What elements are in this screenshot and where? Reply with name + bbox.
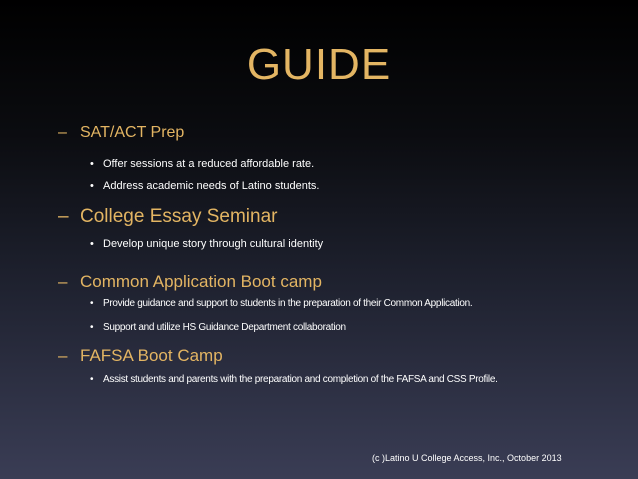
section-heading-label: SAT/ACT Prep: [80, 124, 185, 141]
bullet-item: [90, 374, 498, 385]
bullet-item: [90, 298, 472, 309]
bullet-item: [90, 238, 323, 250]
bullet-marker: •: [90, 322, 94, 333]
bullet-marker: •: [90, 238, 94, 250]
bullet-marker: •: [90, 298, 94, 309]
section-heading-sat-act: [58, 124, 184, 142]
dash-marker: –: [58, 124, 67, 141]
bullet-text: Offer sessions at a reduced affordable rate.: [103, 158, 315, 170]
footer-copyright: (c )Latino U College Access, Inc., October 2013: [372, 453, 562, 463]
bullet-text: Address academic needs of Latino students.: [103, 180, 320, 192]
bullet-marker: •: [90, 158, 94, 170]
dash-marker: –: [58, 272, 68, 291]
bullet-text: Provide guidance and support to students in the preparation of their Common Application.: [103, 298, 473, 309]
dash-marker: –: [58, 346, 68, 365]
bullet-marker: •: [90, 374, 94, 385]
section-heading-label: Common Application Boot camp: [80, 272, 322, 291]
bullet-item: [90, 180, 319, 192]
section-heading-label: FAFSA Boot Camp: [80, 346, 223, 365]
section-heading-common-app: [58, 272, 322, 292]
section-heading-label: College Essay Seminar: [80, 206, 278, 227]
dash-marker: –: [58, 206, 69, 227]
bullet-item: [90, 158, 314, 170]
section-heading-fafsa: [58, 346, 223, 366]
bullet-marker: •: [90, 180, 94, 192]
bullet-text: Assist students and parents with the preparation and completion of the FAFSA and CSS Profile.: [103, 374, 498, 385]
slide-title: GUIDE: [246, 40, 392, 89]
bullet-text: Develop unique story through cultural identity: [103, 238, 324, 250]
bullet-item: [90, 322, 346, 333]
section-heading-college-essay: [58, 206, 277, 228]
bullet-text: Support and utilize HS Guidance Department collaboration: [103, 322, 346, 333]
